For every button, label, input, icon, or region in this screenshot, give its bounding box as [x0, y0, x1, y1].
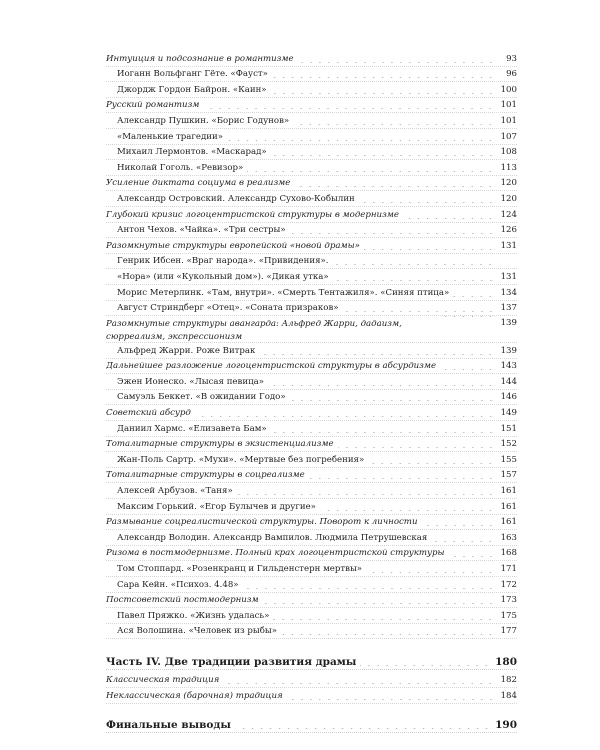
toc-entry-title: Ася Волошина. «Человек из рыбы»: [117, 626, 278, 637]
dot-leader: [271, 93, 495, 94]
toc-entry-part[interactable]: [106, 650, 517, 670]
toc-entry-page-number: 180: [495, 656, 517, 669]
toc-entry-work[interactable]: [106, 483, 517, 499]
dot-leader: [293, 124, 495, 125]
toc-entry-section[interactable]: [106, 359, 517, 375]
dot-leader: [290, 400, 495, 401]
dot-leader: [281, 634, 495, 635]
dot-leader: [320, 510, 495, 511]
dot-leader: [332, 264, 495, 265]
dot-leader: [338, 447, 495, 448]
toc-entry-page-number: 124: [500, 209, 517, 220]
dot-leader: [449, 556, 495, 557]
toc-entry-section[interactable]: [106, 468, 517, 484]
toc-entry-work[interactable]: [106, 223, 517, 239]
toc-entry-title: Русский романтизм: [106, 100, 200, 111]
dot-leader: [247, 171, 495, 172]
toc-entry-page-number: 120: [500, 193, 517, 204]
toc-entry-page-number: 144: [500, 376, 517, 387]
dot-leader: [287, 699, 495, 700]
toc-entry-page-number: 163: [500, 532, 517, 543]
toc-entry-title: Антон Чехов. «Чайка». «Три сестры»: [117, 225, 286, 236]
toc-entry-title: Александр Островский. Александр Сухово-Кобылин: [117, 193, 355, 204]
dot-leader: [195, 416, 495, 417]
dot-leader: [294, 186, 495, 187]
toc-entry-title: Неклассическая (барочная) традиция: [106, 690, 283, 701]
toc-entry-work[interactable]: [106, 285, 517, 301]
toc-entry-title: Павел Пряжко. «Жизнь удалась»: [117, 610, 270, 621]
dot-leader: [271, 432, 495, 433]
dot-leader: [343, 311, 495, 312]
dot-leader: [368, 463, 495, 464]
dot-leader: [268, 385, 495, 386]
toc-entry-section[interactable]: [106, 672, 517, 688]
toc-entry-cont[interactable]: [106, 269, 517, 285]
toc-entry-work[interactable]: [106, 145, 517, 161]
dot-leader: [290, 233, 495, 234]
toc-entry-section[interactable]: [106, 593, 517, 609]
toc-entry-page-number: 131: [500, 271, 517, 282]
toc-entry-title: Финальные выводы: [106, 718, 231, 731]
dot-leader: [359, 202, 495, 203]
toc-entry-page-number: 172: [500, 579, 517, 590]
dot-leader: [333, 280, 495, 281]
toc-entry-title: Тоталитарные структуры в экзистенциализме: [106, 439, 334, 450]
toc-entry-title: Усиление диктата социума в реализме: [106, 178, 291, 189]
toc-entry-title: Джордж Гордон Байрон. «Каин»: [117, 84, 267, 95]
dot-leader: [440, 369, 495, 370]
toc-entry-title: Советский абсурд: [106, 408, 191, 419]
toc-entry-page-number: 184: [500, 690, 517, 701]
toc-entry-section[interactable]: [106, 437, 517, 453]
toc-entry-title: Жан-Поль Сартр. «Мухи». «Мертвые без погребения»: [117, 454, 365, 465]
toc-entry-page-number: 108: [500, 147, 517, 158]
toc-entry-page-number: 126: [500, 225, 517, 236]
toc-entry-page-number: 161: [500, 517, 517, 528]
toc-entry-title: Разомкнутые структуры авангарда: Альфред Жарри, дадаизм, сюрреализм, экспрессионизм: [106, 319, 402, 342]
dot-leader: [237, 494, 495, 495]
dot-leader: [223, 683, 495, 684]
toc-entry-title: «Нора» (или «Кукольный дом»). «Дикая утка»: [117, 271, 329, 282]
toc-entry-page-number: 96: [506, 69, 517, 80]
toc-entry-title: Алексей Арбузов. «Таня»: [117, 486, 233, 497]
toc-entry-section[interactable]: [106, 316, 517, 343]
toc-entry-page-number: 113: [500, 162, 517, 173]
toc-entry-work[interactable]: [106, 129, 517, 145]
dot-leader: [366, 572, 495, 573]
toc-entry-title: Николай Гоголь. «Ревизор»: [117, 162, 244, 173]
toc-entry-page-number: 120: [500, 178, 517, 189]
toc-entry-page-number: 100: [500, 84, 517, 95]
toc-entry-page-number: 146: [500, 392, 517, 403]
toc-entry-page-number: 139: [500, 345, 517, 356]
toc-entry-page-number: 131: [500, 240, 517, 251]
row-divider: [106, 703, 517, 704]
toc-entry-page-number: 151: [500, 423, 517, 434]
dot-leader: [235, 728, 491, 729]
toc-entry-work[interactable]: [106, 624, 517, 640]
toc-entry-title: Морис Метерлинк. «Там, внутри». «Смерть Тентажиля». «Синяя птица»: [117, 287, 450, 298]
toc-entry-title: Постсоветский постмодернизм: [106, 595, 259, 606]
toc-entry-page-number: 137: [500, 303, 517, 314]
dot-leader: [273, 619, 495, 620]
toc-entry-section[interactable]: [106, 688, 517, 704]
dot-leader: [403, 218, 495, 219]
toc-entry-section[interactable]: [106, 176, 517, 192]
toc-entry-page-number: 161: [500, 486, 517, 497]
dot-leader: [259, 354, 495, 355]
toc-entry-work[interactable]: [106, 421, 517, 437]
toc-entry-title: Самуэль Беккет. «В ожидании Годо»: [117, 392, 286, 403]
toc-entry-title: Александр Пушкин. «Борис Годунов»: [117, 115, 290, 126]
toc-entry-section[interactable]: [106, 207, 517, 223]
toc-entry-section[interactable]: [106, 405, 517, 421]
dot-leader: [360, 665, 491, 666]
toc-entry-title: Александр Володин. Александр Вампилов. Людмила Петрушевская: [117, 532, 428, 543]
toc-entry-page-number: 168: [500, 548, 517, 559]
toc-entry-title: Ризома в постмодернизме. Полный крах логоцентристской структуры: [106, 548, 445, 559]
row-divider: [106, 669, 517, 670]
toc-entry-section[interactable]: [106, 546, 517, 562]
dot-leader: [364, 249, 495, 250]
toc-entry-section[interactable]: [106, 515, 517, 531]
dot-leader: [272, 77, 495, 78]
toc-entry-work[interactable]: [106, 113, 517, 129]
toc-entry-section[interactable]: [106, 51, 517, 67]
toc-entry-page-number: 177: [500, 626, 517, 637]
toc-entry-title: Том Стоппард. «Розенкранц и Гильденстерн мертвы»: [117, 564, 363, 574]
dot-leader: [271, 155, 495, 156]
toc-entry-work[interactable]: [106, 561, 517, 577]
toc-entry-title: Дальнейшее разложение логоцентристской структуры в абсурдизме: [106, 361, 437, 372]
dot-leader: [298, 62, 495, 63]
toc-entry-page-number: 157: [500, 470, 517, 481]
toc-entry-title: Часть IV. Две традиции развития драмы: [106, 656, 357, 669]
row-divider: [106, 732, 517, 733]
dot-leader: [431, 541, 495, 542]
toc-entry-work[interactable]: [106, 608, 517, 624]
toc-entry-page-number: 101: [500, 100, 517, 111]
toc-entry-work[interactable]: [106, 82, 517, 98]
toc-entry-work[interactable]: [106, 530, 517, 546]
toc-entry-page-number: 139: [500, 318, 517, 329]
toc-entry-page-number: 101: [500, 115, 517, 126]
toc-entry-page-number: 155: [500, 454, 517, 465]
toc-entry-page-number: 152: [500, 439, 517, 450]
dot-leader: [203, 108, 495, 109]
toc-entry-title: Сара Кейн. «Психоз. 4.48»: [117, 579, 239, 590]
toc-entry-title: Август Стриндберг «Отец». «Соната призраков»: [117, 303, 339, 314]
dot-leader: [309, 478, 495, 479]
toc-entry-title: Классическая традиция: [106, 674, 220, 685]
toc-entry-work[interactable]: [106, 67, 517, 83]
toc-entry-work[interactable]: [106, 452, 517, 468]
toc-entry-work[interactable]: [106, 499, 517, 515]
toc-entry-work[interactable]: [106, 390, 517, 406]
toc-entry-title: Иоганн Вольфганг Гёте. «Фауст»: [117, 69, 268, 80]
toc-entry-title: Эжен Ионеско. «Лысая певица»: [117, 376, 264, 387]
dot-leader: [453, 296, 495, 297]
toc-entry-work[interactable]: [106, 191, 517, 207]
toc-entry-page-number: 107: [500, 131, 517, 142]
toc-entry-title: Генрик Ибсен. «Враг народа». «Привидения».: [117, 256, 329, 267]
toc-entry-title: Глубокий кризис логоцентристской структуры в модернизме: [106, 209, 399, 220]
toc-entry-title: Размывание соцреалистической структуры. Поворот к личности: [106, 517, 418, 528]
toc-entry-section[interactable]: [106, 238, 517, 254]
toc-entry-page-number: 190: [495, 718, 517, 731]
toc-entry-section[interactable]: [106, 98, 517, 114]
table-of-contents: [106, 51, 517, 733]
dot-leader: [243, 588, 495, 589]
toc-entry-page-number: 93: [506, 53, 517, 64]
toc-entry-title: Даниил Хармс. «Елизавета Бам»: [117, 423, 267, 434]
toc-entry-title: Альфред Жарри. Роже Витрак: [117, 345, 256, 356]
toc-entry-work[interactable]: [106, 301, 517, 317]
toc-entry-work[interactable]: [106, 160, 517, 176]
toc-entry-page-number: 171: [500, 564, 517, 574]
toc-entry-page-number: 182: [500, 674, 517, 685]
toc-entry-title: Максим Горький. «Егор Булычев и другие»: [117, 501, 316, 512]
toc-entry-page-number: 161: [500, 501, 517, 512]
toc-entry-title: Разомкнутые структуры европейской «новой драмы»: [106, 240, 360, 251]
toc-entry-work[interactable]: [106, 254, 517, 270]
toc-entry-page-number: 173: [500, 595, 517, 606]
toc-entry-title: Интуиция и подсознание в романтизме: [106, 53, 294, 64]
row-divider: [106, 638, 517, 639]
toc-entry-page-number: 149: [500, 408, 517, 419]
toc-entry-work[interactable]: [106, 374, 517, 390]
toc-entry-work[interactable]: [106, 577, 517, 593]
toc-entry-page-number: 175: [500, 610, 517, 621]
dot-leader: [227, 140, 495, 141]
dot-leader: [440, 316, 495, 317]
toc-entry-title: Тоталитарные структуры в соцреализме: [106, 470, 305, 481]
dot-leader: [263, 603, 495, 604]
toc-entry-page-number: 143: [500, 361, 517, 372]
toc-entry-title: «Маленькие трагедии»: [117, 131, 224, 142]
toc-entry-work[interactable]: [106, 343, 517, 359]
toc-entry-final[interactable]: [106, 713, 517, 733]
toc-entry-title: Михаил Лермонтов. «Маскарад»: [117, 147, 267, 158]
toc-entry-page-number: 134: [500, 287, 517, 298]
dot-leader: [422, 525, 496, 526]
